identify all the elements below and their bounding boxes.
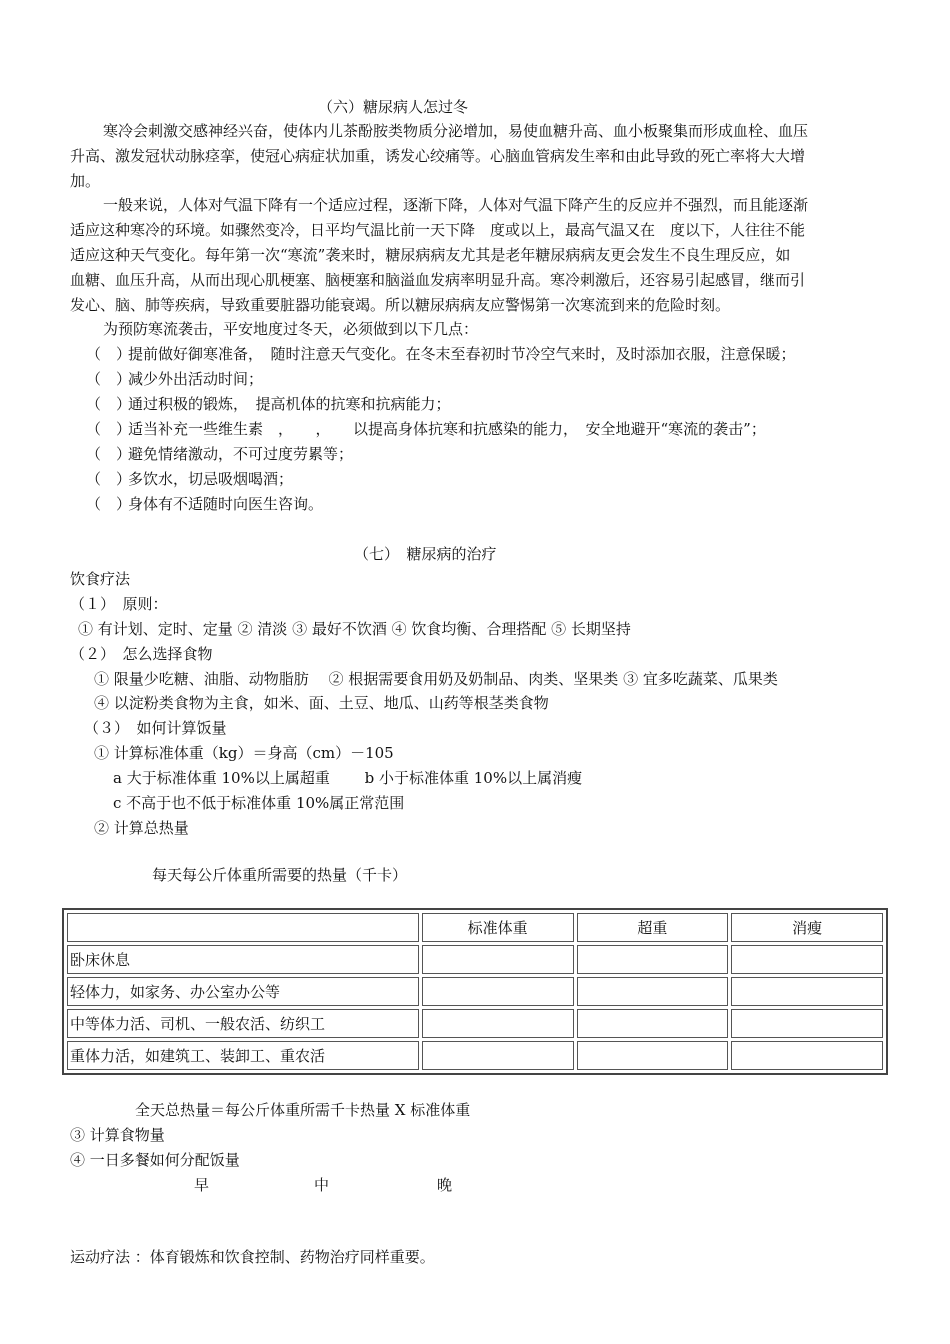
section6-title: （六）糖尿病人怎过冬 (318, 98, 469, 116)
list-item (86, 468, 293, 490)
table-row (67, 977, 883, 1006)
table-cell (422, 945, 574, 974)
list-item (86, 343, 796, 365)
list-item (86, 443, 353, 465)
paragraph-line: 升高、激发冠状动脉痉挛，使冠心病症状加重，诱发心绞痛等。心脑血管病发生率和由此导致的死亡率将大大增 (70, 147, 806, 165)
standard-weight-formula: ① 计算标准体重（kg）＝身高（cm）－105 (94, 744, 394, 762)
checkbox-bracket: （ ） (86, 445, 132, 463)
checkbox-bracket: （ ） (86, 470, 132, 488)
table-cell: 轻体力，如家务、办公室办公等 (67, 977, 419, 1006)
list-item-text: 通过积极的锻炼， 提高机体的抗寒和抗病能力； (128, 395, 451, 413)
table-cell (731, 977, 883, 1006)
total-calorie-label: ② 计算总热量 (94, 819, 189, 837)
table-cell (422, 1009, 574, 1038)
food-choice-label: （２） 怎么选择食物 (70, 645, 213, 663)
food-amount-label: ③ 计算食物量 (70, 1126, 165, 1144)
diet-therapy-title: 饮食疗法 (70, 570, 131, 588)
table-cell (577, 945, 729, 974)
list-item (86, 368, 263, 390)
list-item (86, 493, 323, 515)
list-item-text: 多饮水，切忌吸烟喝酒； (128, 470, 294, 488)
table-cell: 卧床休息 (67, 945, 419, 974)
table-cell: 中等体力活、司机、一般农活、纺织工 (67, 1009, 419, 1038)
meal-lunch: 中 (314, 1176, 330, 1194)
table-cell (422, 1041, 574, 1070)
table-header-row (67, 913, 883, 942)
table-header-cell: 超重 (577, 913, 729, 942)
table-cell (577, 1009, 729, 1038)
list-item-text: 适当补充一些维生素 ， ， 以提高身体抗寒和抗感染的能力， 安全地避开“寒流的袭击”； (128, 420, 766, 438)
calorie-table (62, 908, 888, 1075)
paragraph-line: 适应这种天气变化。每年第一次“寒流”袭来时，糖尿病病友尤其是老年糖尿病病友更会发生不良生理反应，如 (70, 246, 791, 264)
paragraph-line: 血糖、血压升高，从而出现心肌梗塞、脑梗塞和脑溢血发病率明显升高。寒冷刺激后，还容易引起感冒，继而引 (70, 271, 806, 289)
table-row (67, 945, 883, 974)
paragraph-line: 一般来说，人体对气温下降有一个适应过程，逐渐下降，人体对气温下降产生的反应并不强烈，而且能逐渐 (103, 196, 809, 214)
total-calorie-formula: 全天总热量＝每公斤体重所需千卡热量 X 标准体重 (135, 1101, 471, 1119)
checkbox-bracket: （ ） (86, 395, 132, 413)
list-item-text: 提前做好御寒准备， 随时注意天气变化。在冬末至春初时节冷空气来时，及时添加衣服，注意保暖； (128, 345, 796, 363)
portion-calc-label: （３） 如何计算饭量 (84, 719, 227, 737)
paragraph-line: 发心、脑、肺等疾病，导致重要脏器功能衰竭。所以糖尿病病友应警惕第一次寒流到来的危险时刻。 (70, 296, 731, 314)
paragraph-line: 寒冷会刺激交感神经兴奋，使体内儿茶酚胺类物质分泌增加，易使血糖升高、血小板聚集而形成血栓、血压 (103, 122, 809, 140)
weight-range-line: a 大于标准体重 10%以上属超重 b 小于标准体重 10%以上属消瘦 (113, 769, 583, 787)
meal-breakfast: 早 (194, 1176, 210, 1194)
table-cell: 重体力活，如建筑工、装卸工、重农活 (67, 1041, 419, 1070)
weight-range-line: c 不高于也不低于标准体重 10%属正常范围 (113, 794, 405, 812)
list-item (86, 418, 766, 440)
table-cell (731, 1041, 883, 1070)
table-header-cell (67, 913, 419, 942)
table-cell (731, 1009, 883, 1038)
table-row (67, 1041, 883, 1070)
table-caption: 每天每公斤体重所需要的热量（千卡） (152, 866, 408, 884)
table-cell (577, 977, 729, 1006)
list-item-text: 避免情绪激动，不可过度劳累等； (128, 445, 354, 463)
list-item (86, 393, 451, 415)
checkbox-bracket: （ ） (86, 420, 132, 438)
food-choice-line: ① 限量少吃糖、油脂、动物脂肪 ② 根据需要食用奶及奶制品、肉类、坚果类 ③ 宜多吃蔬菜、瓜果类 (94, 670, 778, 688)
meal-dinner: 晚 (437, 1176, 453, 1194)
exercise-therapy-line: 运动疗法 ：体育锻炼和饮食控制、药物治疗同样重要。 (70, 1248, 435, 1266)
table-header-cell: 消瘦 (731, 913, 883, 942)
section7-title: （七） 糖尿病的治疗 (354, 545, 497, 563)
list-item-text: 减少外出活动时间； (128, 370, 264, 388)
paragraph-line: 为预防寒流袭击，平安地度过冬天，必须做到以下几点： (103, 320, 479, 338)
table-cell (422, 977, 574, 1006)
table-row (67, 1009, 883, 1038)
checkbox-bracket: （ ） (86, 370, 132, 388)
table-header-cell: 标准体重 (422, 913, 574, 942)
meal-distribution-label: ④ 一日多餐如何分配饭量 (70, 1151, 240, 1169)
food-choice-line: ④ 以淀粉类食物为主食，如米、面、土豆、地瓜、山药等根茎类食物 (94, 694, 549, 712)
list-item-text: 身体有不适随时向医生咨询。 (128, 495, 324, 513)
paragraph-line: 适应这种寒冷的环境。如骤然变冷，日平均气温比前一天下降 度或以上，最高气温又在 度以下，人往往不能 (70, 221, 806, 239)
checkbox-bracket: （ ） (86, 495, 132, 513)
principles-list: ① 有计划、定时、定量 ② 清淡 ③ 最好不饮酒 ④ 饮食均衡、合理搭配 ⑤ 长期坚持 (78, 620, 631, 638)
table-cell (577, 1041, 729, 1070)
table-cell (731, 945, 883, 974)
checkbox-bracket: （ ） (86, 345, 132, 363)
principle-label: （１） 原则： (70, 595, 168, 613)
paragraph-line: 加。 (70, 172, 101, 190)
